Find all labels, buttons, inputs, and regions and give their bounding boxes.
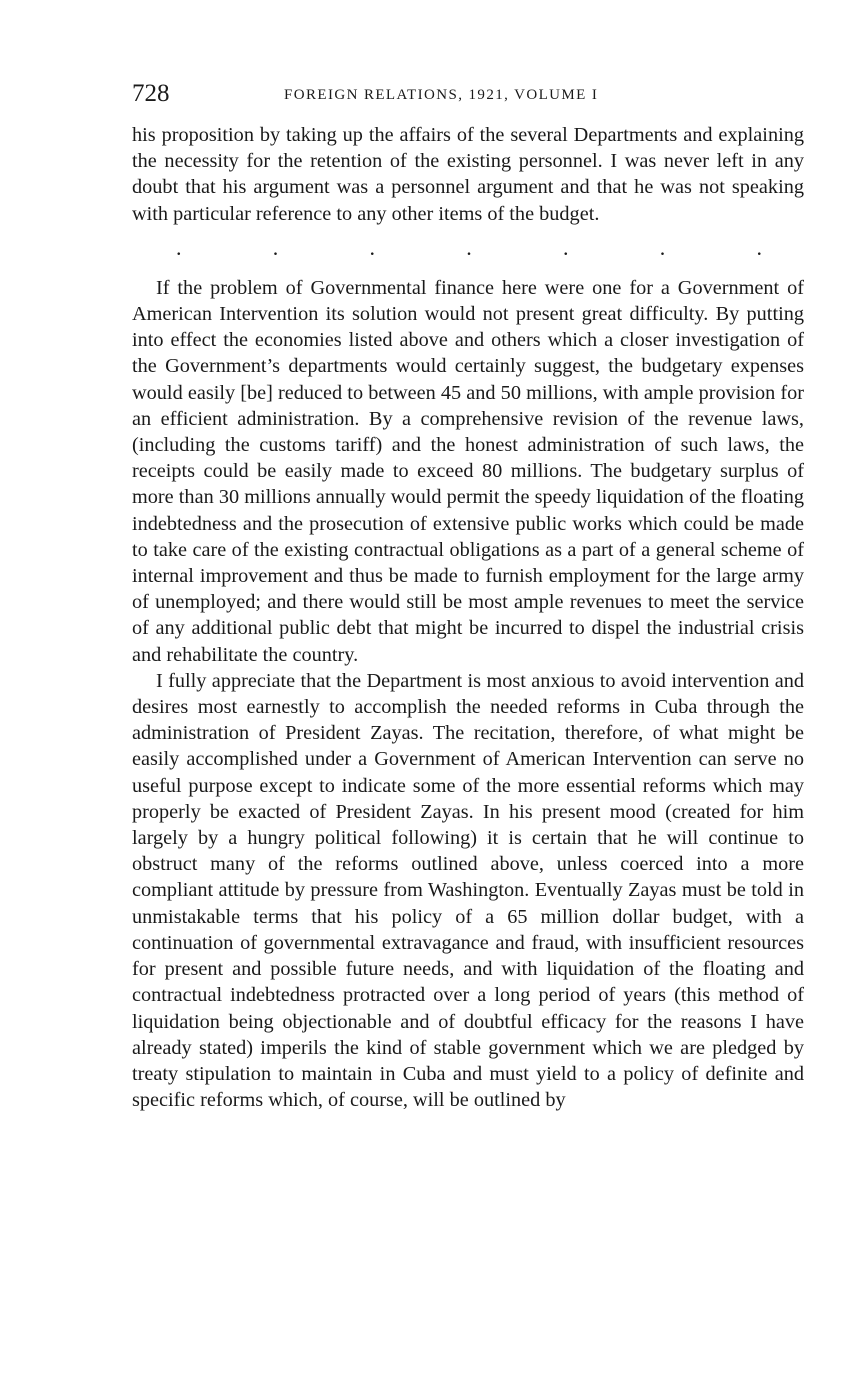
omission-dot: . — [466, 234, 472, 260]
page-number: 728 — [132, 80, 170, 107]
omission-dot: . — [563, 234, 569, 260]
omission-dot: . — [369, 234, 375, 260]
omission-dot: . — [272, 234, 279, 260]
omission-dot: . — [659, 234, 666, 260]
omission-dot: . — [756, 234, 762, 260]
paragraph-continued: his proposition by taking up the affairs of the several Departments and explaining the necessity for the retention of the existing personnel. I was never left in any doubt that his argument was a personnel argument and that he was not speaking with particular reference to any other items of the budget. — [132, 124, 804, 225]
omission-dot: . — [176, 234, 182, 260]
running-header — [132, 78, 804, 110]
paragraph-governmental-finance: If the problem of Governmental finance here were one for a Government of American Intervention its solution would not present great difficulty. By putting into effect the economies listed above and others which a closer investigation of the Government’s departments would certainly suggest, the budgetary expenses would easily [be] reduced to between 45 and 50 millions, with ample provision for an efficient administration. By a comprehensive revision of the revenue laws, (including the customs tariff) and the honest administration of such laws, the receipts could be easily made to exceed 80 millions. The budgetary surplus of more than 30 millions annually would permit the speedy liquidation of the floating indebtedness and the prosecution of extensive public works which could be made to take care of the existing contractual obligations as a part of a general scheme of internal improvement and thus be made to furnish employment for the large army of unemployed; and there would still be most ample revenues to meet the service of any additional public debt that might be incurred to dispel the industrial crisis and rehabilitate the country. — [132, 276, 804, 666]
omission-marks — [132, 233, 804, 269]
document-page — [132, 78, 804, 1113]
running-title: FOREIGN RELATIONS, 1921, VOLUME I — [284, 87, 599, 103]
paragraph-intervention-reforms: I fully appreciate that the Department is most anxious to avoid intervention and desires most earnestly to accomplish the needed reforms in Cuba through the administration of President Zayas. The recitation, therefore, of what might be easily accomplished under a Government of American Intervention can serve no useful purpose except to indicate some of the more essential reforms which may properly be exacted of President Zayas. In his present mood (created for him largely by a hungry political following) it is certain that he will continue to obstruct many of the reforms outlined above, unless coerced into a more compliant attitude by pressure from Washington. Eventually Zayas must be told in unmistakable terms that his policy of a 65 million dollar budget, with a continuation of governmental extravagance and fraud, with insufficient resources for present and possible future needs, and with liquidation of the floating and contractual indebtedness protracted over a long period of years (this method of liquidation being objectionable and of doubtful efficacy for the reasons I have already stated) imperils the kind of stable government which we are pledged by treaty stipulation to maintain in Cuba and must yield to a policy of definite and specific reforms which, of course, will be outlined by — [132, 669, 804, 1112]
